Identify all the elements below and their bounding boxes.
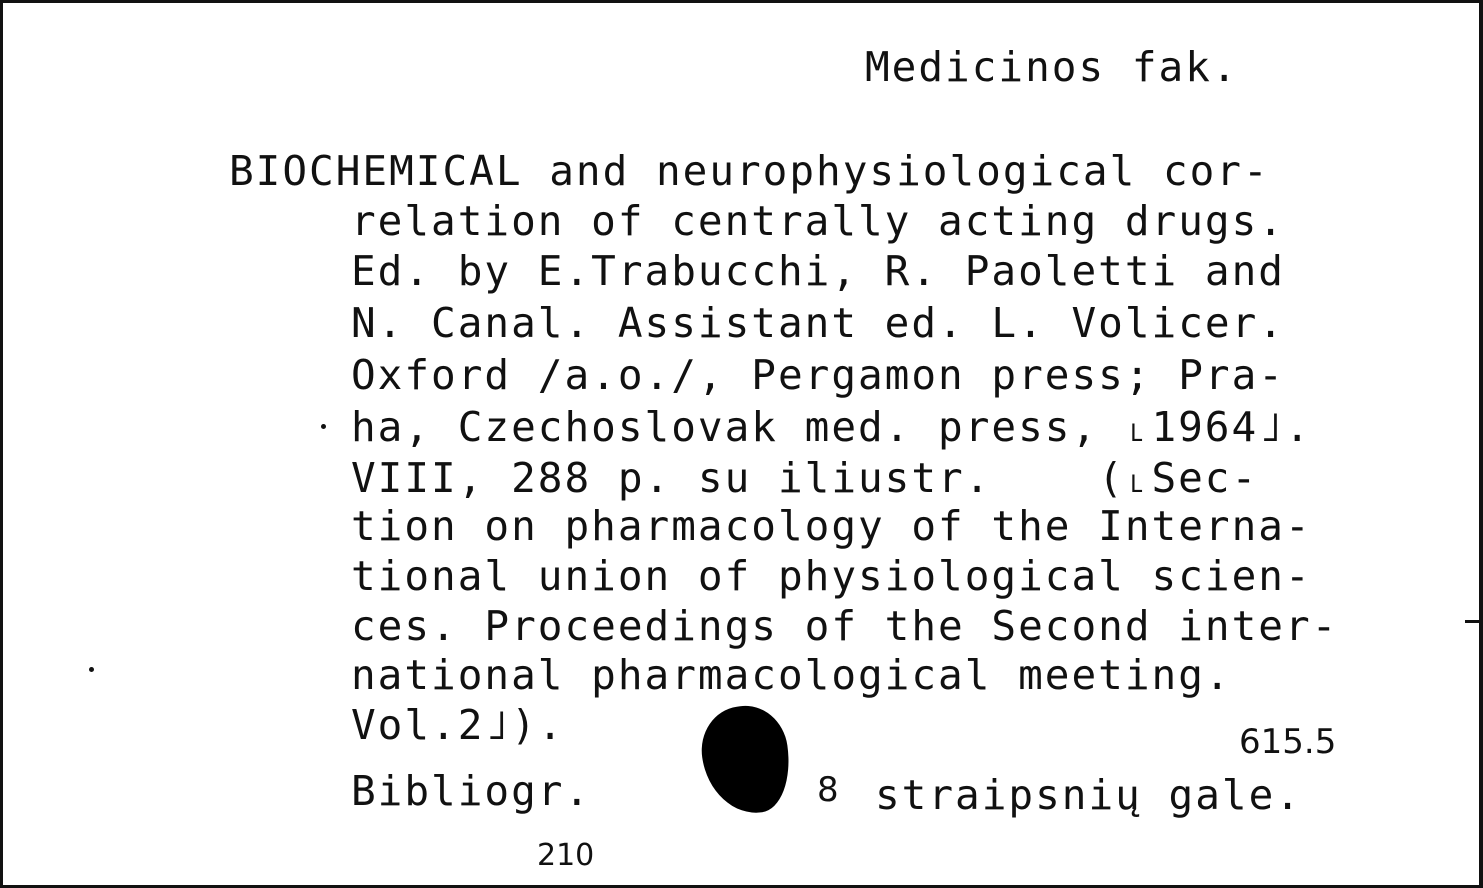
entry-line-2: relation of centrally acting drugs. [351, 197, 1285, 245]
punch-hole [696, 701, 796, 820]
speck-1 [321, 424, 326, 429]
entry-line-11: national pharmacological meeting. [351, 651, 1232, 699]
entry-line-6: ha, Czechoslovak med. press, ˪1964˩. [351, 403, 1312, 451]
entry-line-1: BIOCHEMICAL and neurophysiological cor- [229, 147, 1270, 195]
entry-line-10: ces. Proceedings of the Second inter- [351, 602, 1339, 650]
border-mark [1465, 620, 1483, 623]
entry-line-14: straipsnių gale. [875, 771, 1302, 819]
shelf-mark: 615.5 [1239, 722, 1337, 762]
entry-line-12: Vol.2˩). [351, 701, 565, 749]
faculty-label: Medicinos fak. [865, 43, 1239, 91]
entry-line-9: tional union of physiological scien- [351, 552, 1312, 600]
entry-line-3: Ed. by E.Trabucchi, R. Paoletti and [351, 247, 1285, 295]
speck-2 [89, 667, 94, 672]
biblio-count: 8 [817, 770, 839, 810]
entry-line-5: Oxford /a.o./, Pergamon press; Pra- [351, 351, 1285, 399]
entry-line-7: VIII, 288 p. su iliustr. (˪Sec- [351, 454, 1259, 502]
entry-line-8: tion on pharmacology of the Interna- [351, 502, 1312, 550]
catalog-number: 210 [537, 838, 595, 873]
entry-line-4: N. Canal. Assistant ed. L. Volicer. [351, 299, 1285, 347]
entry-line-13: Bibliogr. [351, 767, 592, 815]
